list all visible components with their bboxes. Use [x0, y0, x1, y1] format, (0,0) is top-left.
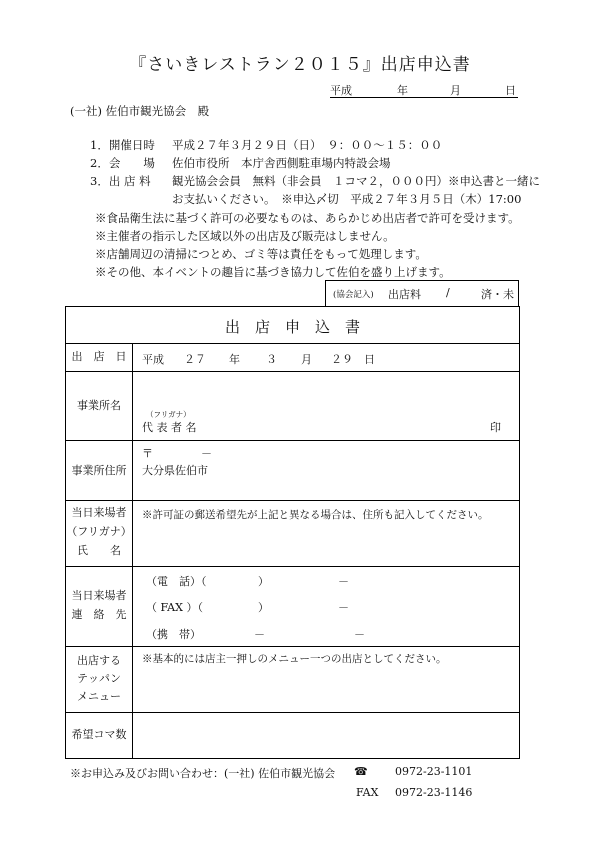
footer-fax: 0972-23-1146	[395, 786, 473, 799]
footer-inquiry: ※お申込み及びお問い合わせ：(一社) 佐伯市観光協会	[70, 767, 336, 780]
addressee: (一社) 佐伯市観光協会 殿	[70, 104, 210, 118]
note: ※店舗周辺の清掃につとめ、ゴミ等は責任をもって処理します。	[95, 247, 427, 261]
seal-mark: 印	[490, 421, 501, 434]
attendee-furigana: （フリガナ）	[66, 525, 132, 538]
divider	[66, 646, 519, 647]
date-month: 月	[450, 84, 461, 97]
info-value: 観光協会会員 無料（非会員 １コマ２，０００円）※申込書と一緒に	[172, 174, 540, 188]
form-date-day-num[interactable]: ２９	[331, 353, 353, 366]
page-title: 『さいきレストラン２０１５』出店申込書	[129, 55, 471, 75]
footer-phone[interactable]: 0972-23-1101	[395, 765, 473, 778]
form-date-month-num[interactable]: ３	[266, 353, 277, 366]
form-date-year-num[interactable]: ２７	[184, 353, 206, 366]
business-name-label: 事業所名	[77, 399, 121, 412]
menu-label-3: メニュー	[77, 690, 121, 703]
divider	[66, 371, 519, 372]
attendee-name-label: 氏 名	[77, 544, 121, 557]
date-underline	[330, 97, 518, 98]
divider	[66, 500, 519, 501]
divider	[66, 343, 519, 344]
date-year: 年	[397, 84, 408, 97]
office-fee: 出店料	[388, 288, 421, 301]
phone-label: （電 話）（	[146, 575, 207, 588]
form-date-label: 出 店 日	[71, 350, 127, 363]
postal-dash[interactable]: －	[201, 447, 212, 460]
furigana-small: （フリガナ）	[146, 410, 191, 419]
form-date-year-unit: 年	[229, 353, 240, 366]
application-form	[65, 306, 520, 759]
attendee-label: 当日来場者	[71, 506, 127, 519]
contact-label: 当日来場者	[71, 589, 127, 602]
office-status[interactable]: 済・未	[481, 288, 514, 301]
slots-field[interactable]	[136, 717, 516, 755]
phone-close: ）	[258, 575, 269, 588]
footer-fax-label: FAX	[356, 786, 379, 799]
representative-field[interactable]: 代 表 者 名	[142, 421, 197, 434]
menu-label-1: 出店する	[77, 654, 121, 667]
address-city[interactable]: 大分県佐伯市	[142, 464, 208, 477]
mobile-field-1[interactable]: －	[254, 628, 265, 641]
phone-field[interactable]: －	[338, 575, 349, 588]
office-label: (協会記入)	[333, 290, 374, 300]
office-use-box	[325, 280, 519, 306]
menu-note: ※基本的には店主一押しのメニュー一つの出店としてください。	[142, 653, 447, 665]
attendee-note: ※許可証の郵送希望先が上記と異なる場合は、住所も記入してください。	[142, 509, 489, 521]
fax-label: （ FAX ）（	[146, 601, 203, 614]
form-title: 出 店 申 込 書	[224, 318, 360, 336]
fax-field[interactable]: －	[338, 601, 349, 614]
info-value: 佐伯市役所 本庁舎西側駐車場内特設会場	[172, 156, 391, 170]
fee-note: お支払いください。 ※申込〆切 平成２７年３月５日（木）17:00	[172, 192, 522, 206]
column-divider	[132, 343, 133, 758]
form-date-era: 平成	[142, 353, 164, 366]
postal-mark: 〒	[142, 447, 153, 460]
menu-label-2: テッパン	[77, 672, 121, 685]
date-day: 日	[505, 84, 516, 97]
contact-label-2: 連 絡 先	[71, 608, 127, 621]
note: ※その他、本イベントの趣旨に基づき協力して佐伯を盛り上げます。	[95, 265, 451, 279]
info-label: 1．開催日時	[90, 138, 155, 152]
info-label: 2．会 場	[90, 156, 155, 170]
fax-close: ）	[258, 601, 269, 614]
note: ※主催者の指示した区域以外の出店及び販売はしません。	[95, 229, 395, 243]
office-slash: /	[446, 286, 450, 299]
address-label: 事業所住所	[71, 464, 127, 477]
mobile-field-2[interactable]: －	[354, 628, 365, 641]
phone-icon: ☎	[354, 765, 368, 778]
date-era: 平成	[330, 84, 352, 97]
info-value: 平成２７年３月２９日（日） ９：００～１５：００	[172, 138, 443, 152]
divider	[66, 712, 519, 713]
divider	[66, 566, 519, 567]
slots-label: 希望コマ数	[71, 728, 127, 741]
mobile-label: （携 帯）	[146, 628, 201, 641]
form-date-month-unit: 月	[301, 353, 312, 366]
note: ※食品衛生法に基づく許可の必要なものは、あらかじめ出店者で許可を受けます。	[95, 211, 520, 225]
form-date-day-unit: 日	[364, 353, 375, 366]
info-label: 3．出 店 料	[90, 174, 151, 188]
divider	[66, 440, 519, 441]
